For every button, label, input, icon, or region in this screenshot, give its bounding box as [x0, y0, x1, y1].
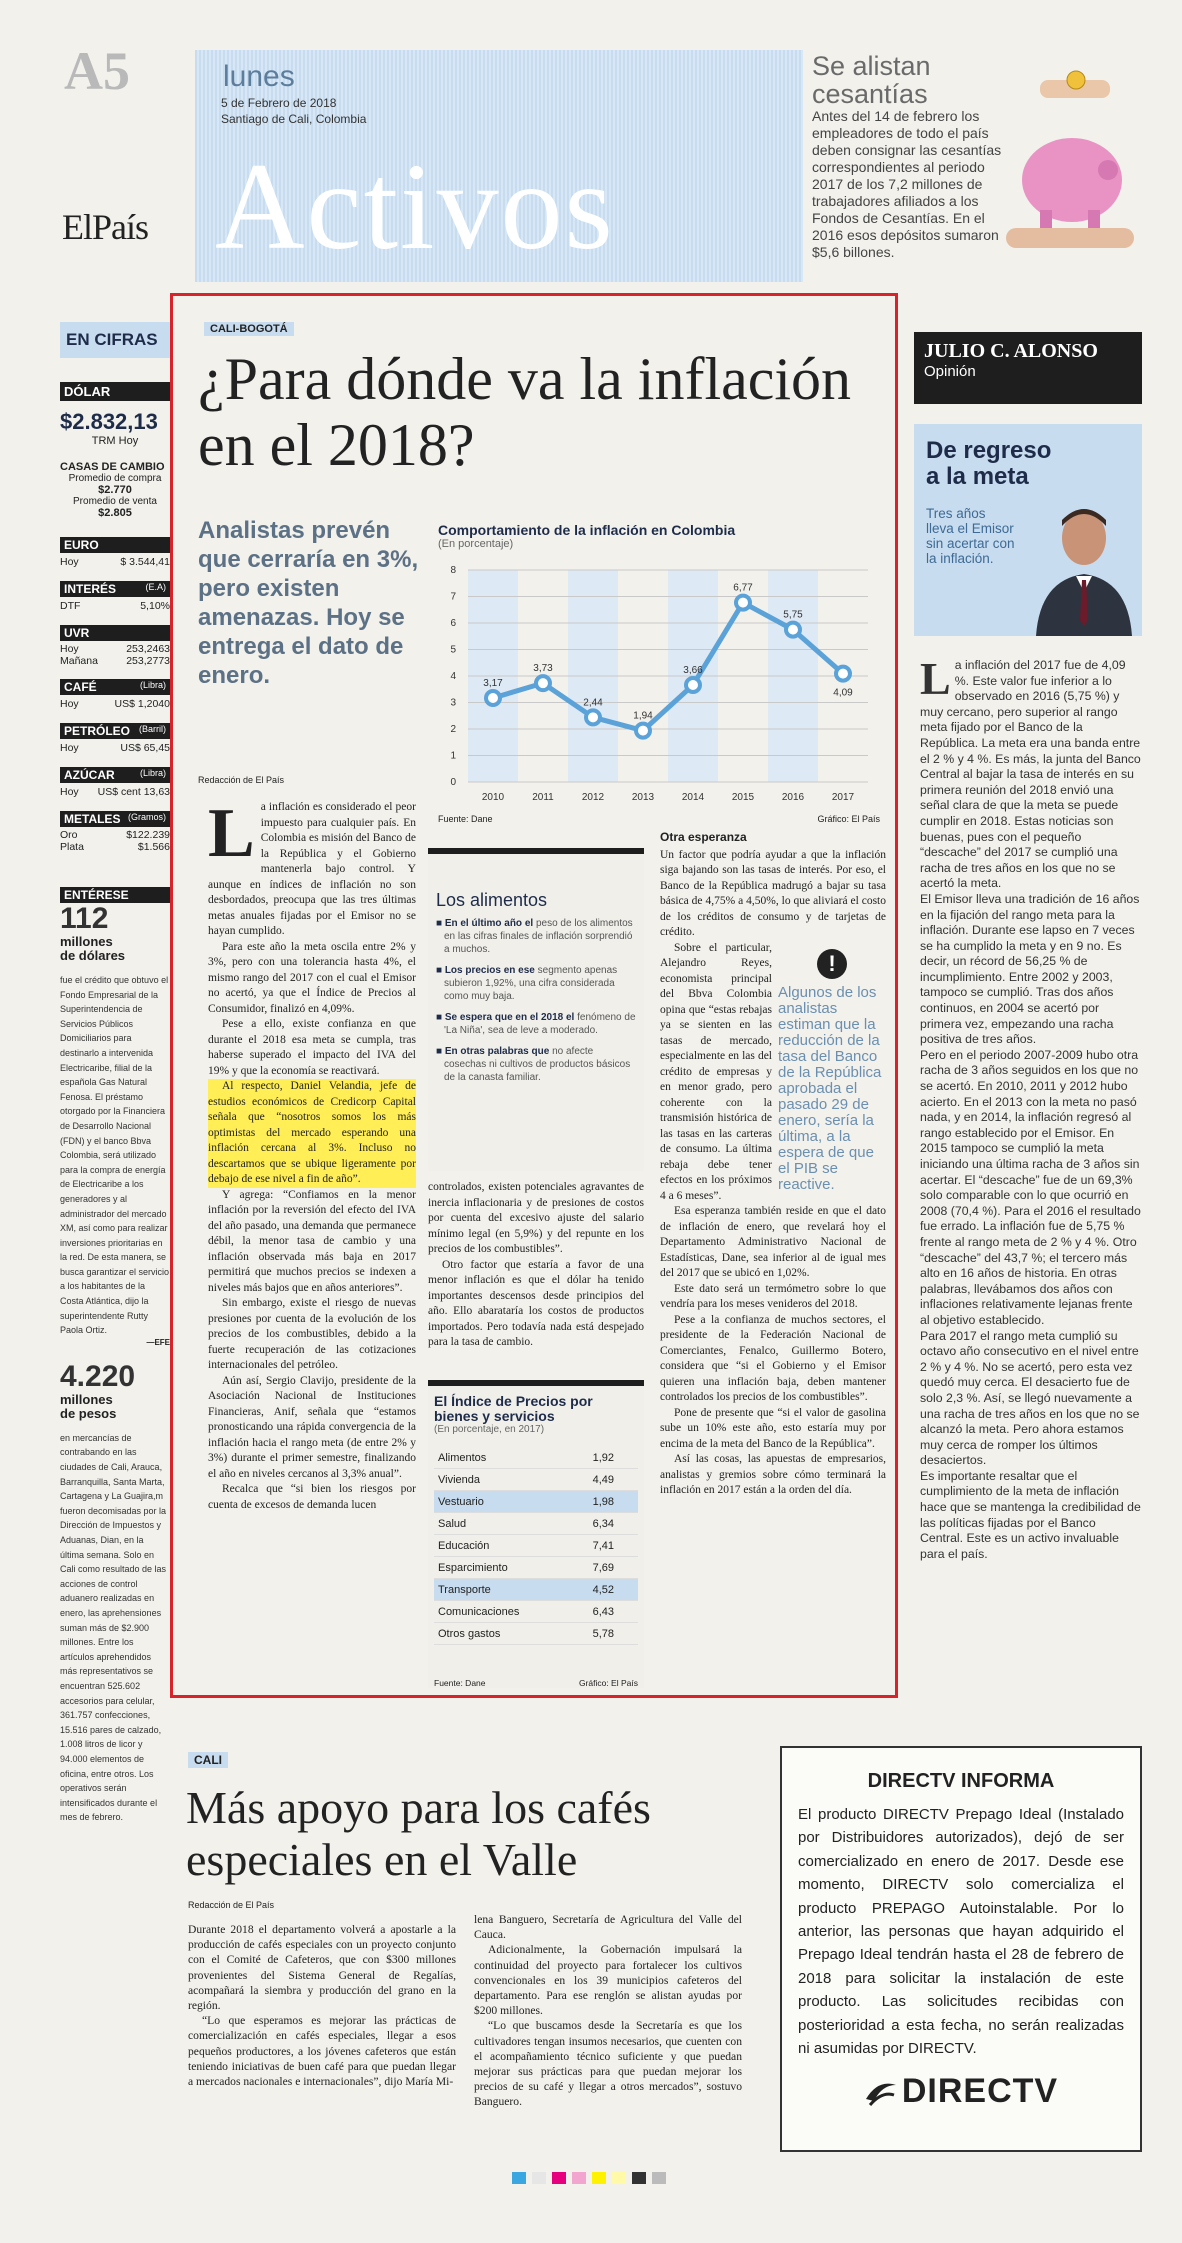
chart-point	[536, 676, 550, 690]
cafes-p1: Durante 2018 el departamento volverá a apostarle a la producción de cafés especiales con un proyecto conjunto con el Comité de Cafeteros, que con $300 millones provenientes del Sistema General de Regalías, acompañará la siembra y producción del grano en la región.	[188, 1923, 456, 2013]
directv-body: El producto DIRECTV Prepago Ideal (Instalado por Distribuidores autorizados), dejó de ser comercializado en enero de 2017. Desde ese momento, DIRECTV solo comercializa el producto PREPAGO Autoinstalable. Por lo anterior, las personas que hayan adquirido el Prepago Ideal tendrán hasta el 28 de febrero de 2018 para solicitar la instalación de este producto. Las solicitudes recibidas con posterioridad a esta fecha, no serán realizadas ni asumidas por DIRECTV.	[798, 1806, 1124, 2058]
directv-ad	[780, 1746, 1142, 2152]
chart-data-label: 4,09	[833, 687, 853, 699]
directv-logo: DIRECTV	[901, 2072, 1059, 2111]
ipc-box	[428, 1380, 644, 1688]
ipc-row	[434, 1513, 638, 1535]
chart-data-label: 2,44	[583, 697, 603, 709]
section-title: Activos	[215, 138, 615, 275]
header-city: Santiago de Cali, Colombia	[221, 112, 367, 126]
ipc-row-value: 7,69	[592, 1561, 614, 1574]
main-e7: Así las cosas, las apuestas de empresarios, analistas y gremios sobre cómo terminará la inflación en 2017 están a la orden del día.	[660, 1453, 886, 1496]
chart-point	[636, 724, 650, 738]
uvr-row-2: Mañana 253,2773	[60, 655, 170, 667]
chart-data-label: 1,94	[633, 710, 653, 722]
chart-y-tick: 6	[450, 618, 456, 629]
chart-x-tick: 2014	[681, 792, 705, 803]
interes-row: DTF 5,10%	[60, 600, 170, 612]
metales-row-2: Plata $1.566	[60, 841, 170, 853]
petroleo-label: PETRÓLEO (Barril)	[60, 723, 170, 739]
ipc-row	[434, 1447, 638, 1469]
main-col-2	[428, 1180, 644, 1351]
alimentos-box	[428, 848, 644, 1171]
chart-y-tick: 0	[450, 777, 456, 788]
cafe-row: Hoy US$ 1,2040	[60, 698, 170, 710]
main-col-1	[208, 795, 416, 1513]
callout-box	[778, 945, 886, 1193]
opinion-p1: a inflación del 2017 fue de 4,09 %. Este valor fue inferior a lo observado en 2016 (5,75 %) y muy cercano, pero superior al rango meta fijado por el Banco de la República. La meta era una banda entre el 2 % y 4 %. Es más, la junta del Banco Central al bajar la tasa de interés en su primera reunión del 2018 envió una señal clara de que la meta se puede cumplir en 2018. Estas noticias son buenas, pues con el pequeño “descache” del 2017 se cumplió una racha de tres años en los que no se acertó la meta.	[920, 658, 1141, 891]
cafes-p2: “Lo que esperamos es mejorar las prácticas de comercialización en cafés especiales, llegar a esos pequeños productores, a los jóvenes cafeteros que están teniendo iniciativas de buen café para que puedan llegar a mercados nacionales e internacionales”, dijo María Mi-	[188, 2014, 456, 2089]
cafes-p4: Adicionalmente, la Gobernación impulsará la continuidad del proyecto para fortalecer los cultivos convencionales en los 39 municipios cafeteros del departamento. Para ese renglón se alistan ayudas por $200 millones.	[474, 1943, 742, 2018]
directv-swirl-icon	[864, 2077, 898, 2107]
enterese-body: fue el crédito que obtuvo el Fondo Empresarial de la Superintendencia de Servicios Públicos Domiciliarios para destinarlo a intervenida Electricaribe, filial de la española Gas Natural Fenosa. El préstamo otorgado por la Financiera de Desarrollo Nacional (FDN) y el banco Bbva Colombia, será utilizado para la compra de energía de Electricaribe a los generadores y al administrador del mercado XM, así como para realizar inversiones prioritarias en la red. De esta manera, se busca garantizar el servicio a los habitantes de la Costa Atlántica, dijo la superintendente Rutty Paola Ortiz.	[60, 975, 170, 1336]
ipc-row-value: 4,49	[592, 1473, 614, 1486]
chart-x-tick: 2013	[631, 792, 655, 803]
enterese-unit-2: millones de pesos	[60, 1391, 117, 1421]
chart-x-tick: 2015	[731, 792, 755, 803]
alimentos-item: ■ Se espera que en el 2018 el fenómeno de 'La Niña', sea de leve a moderado.	[436, 1012, 636, 1036]
casas-sell: $2.805	[98, 507, 132, 519]
color-registration-bar	[512, 2172, 666, 2184]
casas-buy: $2.770	[98, 484, 132, 496]
azucar-label: AZÚCAR (Libra)	[60, 767, 170, 783]
chart-x-tick: 2016	[781, 792, 805, 803]
metales-row-1: Oro $122.239	[60, 829, 170, 841]
header-day: lunes	[223, 60, 295, 93]
ipc-row	[434, 1469, 638, 1491]
casas-buy-label: Promedio de compra	[68, 473, 162, 484]
enterese-big-2: 4.220	[60, 1359, 136, 1393]
ipc-row-label: Vivienda	[438, 1473, 480, 1486]
section-code: A5	[64, 41, 130, 101]
petroleo-row: Hoy US$ 65,45	[60, 742, 170, 754]
azucar-row: Hoy US$ cent 13,63	[60, 786, 170, 798]
main-p9: controlados, existen potenciales agravantes de inercia inflacionaria y de presiones de costos por cuenta del excesivo ajuste del salario mínimo legal (en 5,9%) y del repunte en los precios de los combustibles”.	[428, 1181, 644, 1255]
ipc-row-label: Salud	[438, 1517, 467, 1530]
main-subhead: Analistas prevén que cerraría en 3%, pero existen amenazas. Hoy se entrega el dato de enero.	[198, 517, 419, 689]
main-p4-highlight: Al respecto, Daniel Velandia, jefe de estudios económicos de Credicorp Capital señala que “nosotros somos los más optimistas del mercado esperando una inflación cercana al 3%. Incluso no descartamos que se ubique ligeramente por debajo de ese nivel a fin de año”.	[208, 1079, 416, 1188]
chart-point	[836, 667, 850, 681]
chart-point	[786, 623, 800, 637]
main-byline: Redacción de El País	[198, 775, 285, 785]
enterese-big: 112	[60, 902, 109, 935]
enterese-unit: millones de dólares	[60, 934, 126, 963]
ipc-row-label: Comunicaciones	[438, 1605, 520, 1618]
chart-x-tick: 2011	[532, 792, 554, 803]
chart-point	[686, 678, 700, 692]
main-headline: ¿Para dónde va la inflación en el 2018?	[198, 346, 852, 478]
main-e6: Pone de presente que “si el valor de gasolina sube un 10% este año, esto estaría muy por encima de la meta del Banco de la República”.	[660, 1406, 886, 1450]
ipc-row-value: 1,92	[592, 1451, 614, 1464]
chart-x-tick: 2017	[831, 792, 855, 803]
main-p2: Para este año la meta oscila entre 2% y 3%, pero con una tolerancia hasta 4%, el mismo rango del 2017 con el cual el Emisor no acertó, ya que el Índice de Precios al Consumidor, finalizó en 4,09%.	[208, 940, 416, 1015]
chart-y-tick: 8	[450, 565, 456, 576]
brand-logo: ElPaís	[62, 207, 149, 247]
header-date: 5 de Febrero de 2018	[221, 96, 337, 110]
chart-source: Fuente: Dane	[438, 814, 493, 824]
ipc-subtitle: (En porcentaje, en 2017)	[434, 1424, 545, 1435]
ipc-row-label: Educación	[438, 1539, 490, 1552]
cafes-p5: “Lo que buscamos desde la Secretaría es que los cultivadores tengan insumos necesarios, que cuenten con el acompañamiento técnico suficiente y que puedan mejorar sus prácticas para que puedan mejorar los precios de su café y llegar a otros mercados”, sostuvo Banguero.	[474, 2019, 742, 2109]
chart-point	[586, 710, 600, 724]
cesantias-title: Se alistan cesantías	[812, 51, 931, 109]
chart-data-label: 3,73	[533, 663, 553, 675]
ipc-row	[434, 1623, 638, 1645]
piggy-bank-photo	[1000, 60, 1140, 260]
main-p10: Otro factor que estaría a favor de una menor inflación es que el dólar ha tenido importantes descensos desde principios del año. Ello abarataría los costos de productos importados. Pero todavía nada está despejado para la tasa de cambio.	[428, 1258, 644, 1348]
uvr-label: UVR	[60, 625, 170, 641]
ipc-row-label: Esparcimiento	[438, 1561, 508, 1574]
ipc-row-value: 6,43	[592, 1605, 614, 1618]
enterese-label: ENTÉRESE	[60, 887, 170, 903]
cesantias-body: Antes del 14 de febrero los empleadores de todo el país deben consignar las cesantías correspondientes al periodo 2017 de los 7,2 millones de trabajadores afiliados a los Fondos de Cesantías. En el 2016 esos depósitos sumaron $5,6 billones.	[812, 108, 1002, 260]
ipc-row	[434, 1557, 638, 1579]
ipc-title: El Índice de Precios por bienes y servicios	[434, 1393, 593, 1424]
ipc-row-value: 5,78	[592, 1627, 614, 1640]
euro-row: Hoy $ 3.544,41	[60, 556, 170, 568]
opinion-p5: Es importante resaltar que el cumplimiento de la meta de inflación hace que se mantenga la credibilidad de las políticas fijadas por el Banco Central. Este es un activo invaluable para el país.	[920, 1468, 1141, 1561]
dolar-value: $2.832,13	[60, 409, 158, 434]
ipc-row-label: Transporte	[438, 1583, 491, 1596]
chart-y-tick: 1	[450, 750, 456, 762]
opinion-label: Opinión	[924, 363, 976, 380]
main-p6: Sin embargo, existe el riesgo de nuevas presiones por cuenta de la evolución de los precios de los combustibles, debido a la fuerte recuperación de las cotizaciones internacionales del petróleo.	[208, 1297, 416, 1371]
ipc-row-value: 6,34	[592, 1517, 614, 1530]
main-p3: Pese a ello, existe confianza en que durante el 2018 esa meta se cumpla, tras haberse superado el impacto del IVA del 19% y que la economía se reactivará.	[208, 1018, 416, 1077]
ipc-row	[434, 1491, 638, 1513]
callout-text: Algunos de los analistas estiman que la reducción de la tasa del Banco de la República aprobada el pasado 29 de enero, sería la última, a la espera de que el PIB se reactive.	[778, 983, 882, 1193]
chart-x-tick: 2012	[581, 792, 605, 803]
main-e5: Pese a la confianza de muchos sectores, el presidente de la Federación Nacional de Comerciantes, Fenalco, Guillermo Botero, considera que “si el Gobierno y el Emisor quieren una inflación baja, deben mantener controlados los precios de los combustibles”.	[660, 1313, 886, 1403]
en-cifras-box	[60, 322, 170, 1825]
enterese-body-2: en mercancías de contrabando en las ciudades de Cali, Arauca, Barranquilla, Santa Marta, Cartagena y La Guajira,m fueron decomisadas por la Dirección de Impuestos y Aduanas, Dian, en la última semana. Solo en Cali como resultado de las acciones de control aduanero realizadas en enero, las aprehensiones suman más de $2.900 millones. Entre los artículos aprehendidos más representativos se encuentran 525.602 accesorios para celular, 361.757 confecciones, 15.516 pares de calzado, 1.008 litros de licor y 94.000 elementos de oficina, entre otros. Los operativos serán intensificados durante el mes de febrero.	[60, 1432, 167, 1823]
cafes-headline: Más apoyo para los cafés especiales en el Valle	[186, 1782, 651, 1885]
ipc-row-label: Alimentos	[438, 1451, 487, 1464]
main-kicker: CALI-BOGOTÁ	[204, 322, 294, 336]
ipc-source: Fuente: Dane	[434, 1678, 486, 1688]
main-e4: Este dato será un termómetro sobre lo que vendría para los meses venideros del 2018.	[660, 1282, 886, 1310]
chart-x-tick: 2010	[481, 792, 505, 803]
opinion-author: JULIO C. ALONSO	[924, 340, 1098, 362]
inflation-chart	[432, 560, 884, 810]
main-p8: Recalca que “si bien los riesgos por cuenta de excesos de demanda lucen	[208, 1483, 416, 1511]
chart-y-tick: 7	[450, 591, 456, 603]
opinion-drop-cap: L	[920, 653, 951, 704]
ipc-row-value: 4,52	[592, 1583, 614, 1596]
alimentos-title: Los alimentos	[436, 890, 548, 910]
cafes-col-2	[474, 1912, 742, 2110]
main-p7: Aún así, Sergio Clavijo, presidente de la Asociación Nacional de Instituciones Financieras, Anif, señala que “estamos pronosticando una rápida convergencia de la inflación hacia el rango meta (de entre 2% y 3%) durante el primer semestre, finalizando el año en niveles cercanos al 3,3% anual”.	[208, 1374, 416, 1480]
chart-data-label: 3,17	[483, 677, 503, 689]
ipc-row	[434, 1579, 638, 1601]
main-e2: Sobre el particular, Alejandro Reyes, economista principal del Bbva Colombia opina que “estas rebajas ya se sienten en las tasas de mercado, especialmente en las del crédito de empresas y en menor grado, pero coherente con la transmisión histórica de las tasas en las carteras de consumo. La última rebaja debe tener efectos en los próximos 4 a 6 meses”.	[660, 941, 772, 1202]
ipc-table	[434, 1447, 638, 1645]
chart-y-tick: 3	[450, 697, 456, 709]
opinion-title: De regreso a la meta	[926, 437, 1052, 490]
ipc-row-value: 1,98	[592, 1495, 614, 1508]
alimentos-item: ■ En el último año el peso de los alimentos en las cifras finales de inflación sorprendió a muchos.	[436, 918, 633, 955]
alimentos-list	[436, 917, 636, 1084]
ipc-row-label: Vestuario	[438, 1495, 484, 1508]
ipc-row	[434, 1535, 638, 1557]
casas-label: CASAS DE CAMBIO	[60, 461, 165, 473]
opinion-p2: El Emisor lleva una tradición de 16 años en la fijación del rango meta para la inflación. Durante ese lapso en 7 veces se ha cumplido la meta y en 9 no. Es decir, un récord de 56,25 % de incumplimiento. Entre 2002 y 2003, tampoco se cumplió. Tras dos años continuos, en 2004 se acertó por primera vez, empezando una racha positiva de tres años.	[920, 891, 1140, 1047]
chart-point	[486, 691, 500, 705]
main-e3: Esa esperanza también reside en que el dato de inflación de enero, que revelará hoy el Departamento Administrativo Nacional de Estadísticas, Dane, sea inferior al de igual mes del 2017 que se ubicó en 1,02%.	[660, 1205, 886, 1279]
opinion-p4: Para 2017 el rango meta cumplió su octavo año consecutivo en el nivel entre 2 % y 4 %. No se acertó, pero esta vez quedó muy cerca. El desacierto fue de solo 2,3 %. Así, se llegó nuevamente a una racha de tres años en los que no se alcanzó la meta. Pero ahora estamos muy cerca de romper los últimos desaciertos.	[920, 1328, 1140, 1468]
main-p1: a inflación es considerado el peor impuesto para cualquier país. En Colombia es misión del Banco de la República y el Gobierno mantenerla bajo control. Y aunque en índices de inflación no son desbordados, preocupa que las tres últimas metas anuales fijadas por el Emisor no se hayan cumplido.	[208, 801, 416, 937]
chart-data-label: 6,77	[733, 582, 753, 594]
directv-title: DIRECTV INFORMA	[867, 1770, 1055, 1792]
main-col-3	[660, 830, 886, 1499]
metales-label: METALES (Gramos)	[60, 811, 170, 827]
directv-logo-row	[798, 2072, 1124, 2111]
chart-data-label: 5,75	[783, 609, 803, 621]
chart-data-label: 3,66	[683, 665, 703, 677]
exclamation-icon: !	[817, 949, 847, 979]
columnist-photo	[1032, 496, 1136, 636]
alimentos-item: ■ En otras palabras que no afecte cosechas ni cultivos de productos básicos de la canasta familiar.	[436, 1046, 631, 1083]
chart-credit: Gráfico: El País	[817, 814, 880, 824]
dolar-note: TRM Hoy	[91, 435, 139, 447]
ipc-row-label: Otros gastos	[438, 1627, 501, 1640]
main-e1: Un factor que podría ayudar a que la inflación siga bajando son las tasas de interés. Por eso, el Banco de la República madrugó a bajar su tasa básica de 4,75% a 4,50%, lo que aliviará el costo de los créditos de consumo y de tarjetas de crédito.	[660, 848, 886, 938]
dolar-label: DÓLAR	[60, 382, 170, 401]
chart-y-tick: 4	[450, 671, 456, 682]
chart-point	[736, 596, 750, 610]
en-cifras-title: EN CIFRAS	[60, 322, 170, 358]
main-p5: Y agrega: “Confiamos en la menor inflación por la reversión del efecto del IVA del año pasado, una demanda que permanece débil, la menor tasa de cambio y una inflación observada más baja en 2017 permitirá que muchos precios se indexen a niveles más bajos que en años anteriores”.	[208, 1188, 416, 1294]
chart-y-tick: 2	[450, 724, 456, 735]
chart-y-tick: 5	[450, 644, 456, 656]
esperanza-title: Otra esperanza	[660, 830, 747, 844]
uvr-row-1: Hoy 253,2463	[60, 643, 170, 655]
header-banner	[195, 50, 803, 282]
opinion-teaser-box	[914, 424, 1142, 636]
casas-sell-label: Promedio de venta	[73, 496, 157, 507]
interes-label: INTERÉS (E.A)	[60, 581, 170, 597]
cafes-kicker: CALI	[188, 1752, 228, 1768]
opinion-teaser: Tres años lleva el Emisor sin acertar con la inflación.	[926, 506, 1015, 566]
ipc-row-value: 7,41	[592, 1539, 614, 1552]
chart-panel	[432, 522, 884, 840]
opinion-p3: Pero en el periodo 2007-2009 hubo otra racha de 3 años seguidos en los que no se acertó. En 2010, 2011 y 2012 hubo acierto. En el 2013 con la meta no pasó nada, y en 2014, la inflación regresó al rango establecido por el Emisor. En 2015 tampoco se cumplió la meta iniciando una última racha de 3 años sin acertar. El “descache” fue de un 69,3% solo comparable con lo que ocurrió en 2008 (70,4 %). Para el 2016 el resultado fue errado. La inflación fue de 5,75 % frente al rango meta de 2 % y 4 %. Otro “descache” del 43,7 %; el tercero más alto en 16 años de historia. En otras palabras, llevábamos dos años con inflaciones relativamente lejanas frente al objetivo establecido.	[920, 1047, 1141, 1327]
opinion-header	[914, 332, 1142, 404]
ipc-credit: Gráfico: El País	[578, 1678, 638, 1688]
euro-label: EURO	[60, 537, 170, 553]
cafes-byline: Redacción de El País	[188, 1900, 275, 1910]
drop-cap: L	[208, 795, 255, 872]
ipc-row	[434, 1601, 638, 1623]
cafes-col-1	[188, 1922, 456, 2089]
enterese-credit: —EFE	[146, 1337, 170, 1347]
chart-title: Comportamiento de la inflación en Colombia	[438, 522, 736, 538]
cafes-p3: lena Banguero, Secretaría de Agricultura del Valle del Cauca.	[474, 1913, 742, 1942]
alimentos-item: ■ Los precios en ese segmento apenas subieron 1,92%, una cifra considerada como muy baja.	[436, 965, 618, 1002]
chart-subtitle: (En porcentaje)	[438, 538, 514, 550]
cafe-label: CAFÉ (Libra)	[60, 679, 170, 695]
opinion-body	[920, 653, 1142, 1562]
